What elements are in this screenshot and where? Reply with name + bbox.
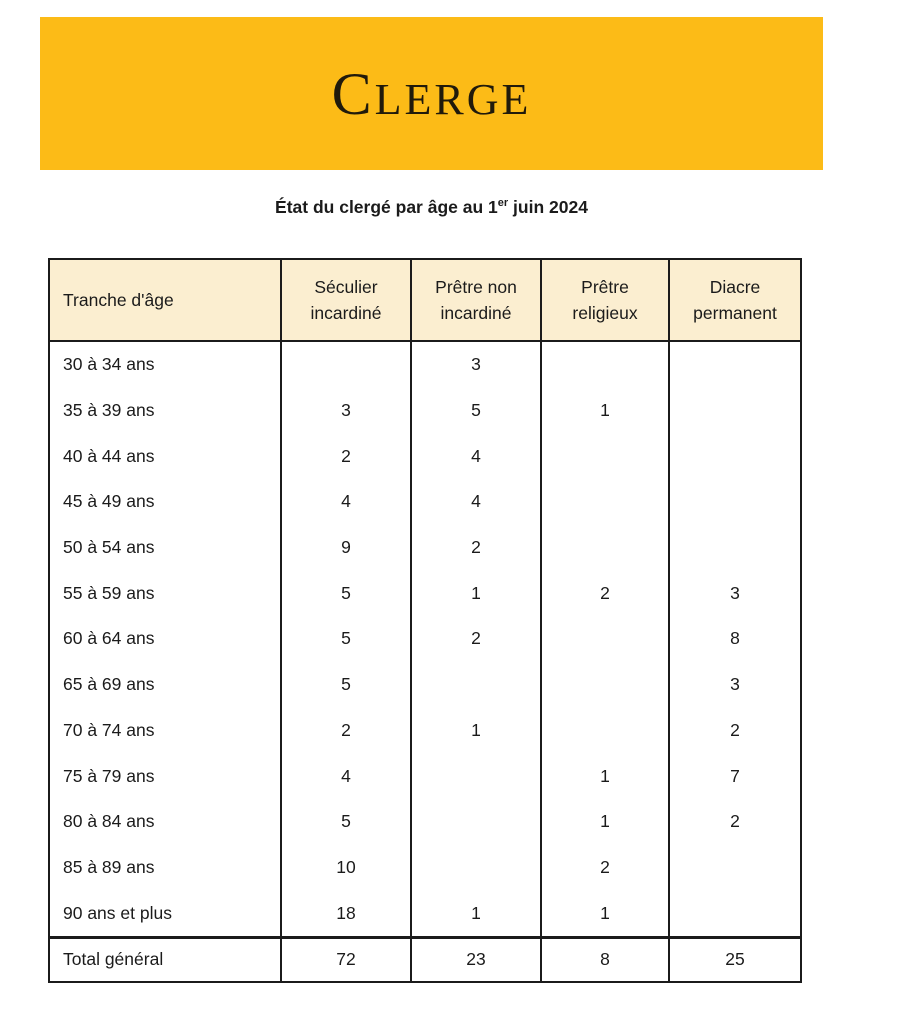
table-row (49, 479, 801, 525)
value-cell: 1 (541, 890, 669, 937)
value-cell (541, 479, 669, 525)
value-cell (669, 341, 801, 388)
banner (40, 17, 823, 170)
value-cell (411, 662, 541, 708)
total-value-cell: 8 (541, 937, 669, 982)
subtitle-suffix: juin 2024 (508, 197, 588, 217)
table-row (49, 662, 801, 708)
subtitle-superscript: er (497, 197, 509, 210)
table-row (49, 433, 801, 479)
page-title (331, 60, 532, 127)
value-cell: 10 (281, 845, 411, 891)
total-value-cell: 25 (669, 937, 801, 982)
table-row (49, 525, 801, 571)
subtitle-prefix: État du clergé par âge au 1 (275, 197, 498, 217)
total-value-cell: 72 (281, 937, 411, 982)
value-cell: 4 (411, 479, 541, 525)
value-cell (541, 708, 669, 754)
value-cell (669, 525, 801, 571)
table-row (49, 341, 801, 388)
header-cell: Séculier incardiné (281, 259, 411, 341)
value-cell (541, 525, 669, 571)
value-cell (669, 433, 801, 479)
header-cell: Tranche d'âge (49, 259, 281, 341)
row-label-cell: 90 ans et plus (49, 890, 281, 937)
value-cell: 5 (281, 616, 411, 662)
total-label-cell: Total général (49, 937, 281, 982)
table-row (49, 845, 801, 891)
row-label-cell: 80 à 84 ans (49, 799, 281, 845)
value-cell: 5 (281, 570, 411, 616)
table-footer (49, 937, 801, 982)
value-cell: 3 (411, 341, 541, 388)
value-cell: 2 (281, 433, 411, 479)
value-cell: 3 (669, 570, 801, 616)
value-cell (669, 479, 801, 525)
value-cell (411, 753, 541, 799)
value-cell (541, 662, 669, 708)
value-cell: 4 (281, 753, 411, 799)
table-row (49, 570, 801, 616)
row-label-cell: 30 à 34 ans (49, 341, 281, 388)
value-cell: 1 (411, 570, 541, 616)
page-title-rest: LERGE (374, 74, 532, 124)
clergy-table-container (48, 258, 802, 983)
value-cell (411, 799, 541, 845)
value-cell: 1 (411, 890, 541, 937)
row-label-cell: 65 à 69 ans (49, 662, 281, 708)
value-cell: 4 (411, 433, 541, 479)
value-cell: 1 (541, 753, 669, 799)
value-cell (669, 388, 801, 434)
value-cell: 5 (281, 662, 411, 708)
subtitle (40, 197, 823, 218)
value-cell: 5 (411, 388, 541, 434)
value-cell: 2 (411, 525, 541, 571)
value-cell (281, 341, 411, 388)
row-label-cell: 55 à 59 ans (49, 570, 281, 616)
value-cell (541, 433, 669, 479)
header-cell: Prêtre religieux (541, 259, 669, 341)
value-cell: 4 (281, 479, 411, 525)
header-row (49, 259, 801, 341)
row-label-cell: 50 à 54 ans (49, 525, 281, 571)
table-row (49, 799, 801, 845)
value-cell (541, 616, 669, 662)
table-row (49, 616, 801, 662)
table-row (49, 890, 801, 937)
row-label-cell: 35 à 39 ans (49, 388, 281, 434)
table-row (49, 708, 801, 754)
value-cell (669, 890, 801, 937)
value-cell: 2 (281, 708, 411, 754)
row-label-cell: 70 à 74 ans (49, 708, 281, 754)
value-cell: 1 (541, 799, 669, 845)
value-cell: 2 (411, 616, 541, 662)
value-cell: 9 (281, 525, 411, 571)
row-label-cell: 85 à 89 ans (49, 845, 281, 891)
header-cell: Diacre permanent (669, 259, 801, 341)
total-value-cell: 23 (411, 937, 541, 982)
table-row (49, 753, 801, 799)
value-cell: 2 (669, 708, 801, 754)
value-cell: 1 (411, 708, 541, 754)
table-header (49, 259, 801, 341)
value-cell: 8 (669, 616, 801, 662)
value-cell: 5 (281, 799, 411, 845)
value-cell: 3 (281, 388, 411, 434)
clergy-by-age-table (48, 258, 802, 983)
page-title-initial: C (331, 60, 375, 127)
table-row (49, 388, 801, 434)
row-label-cell: 75 à 79 ans (49, 753, 281, 799)
table-body (49, 341, 801, 937)
value-cell: 2 (541, 845, 669, 891)
value-cell: 7 (669, 753, 801, 799)
row-label-cell: 45 à 49 ans (49, 479, 281, 525)
value-cell (669, 845, 801, 891)
value-cell: 2 (541, 570, 669, 616)
row-label-cell: 60 à 64 ans (49, 616, 281, 662)
row-label-cell: 40 à 44 ans (49, 433, 281, 479)
value-cell: 18 (281, 890, 411, 937)
value-cell: 1 (541, 388, 669, 434)
header-cell: Prêtre non incardiné (411, 259, 541, 341)
value-cell: 3 (669, 662, 801, 708)
value-cell: 2 (669, 799, 801, 845)
total-row (49, 937, 801, 982)
value-cell (411, 845, 541, 891)
value-cell (541, 341, 669, 388)
